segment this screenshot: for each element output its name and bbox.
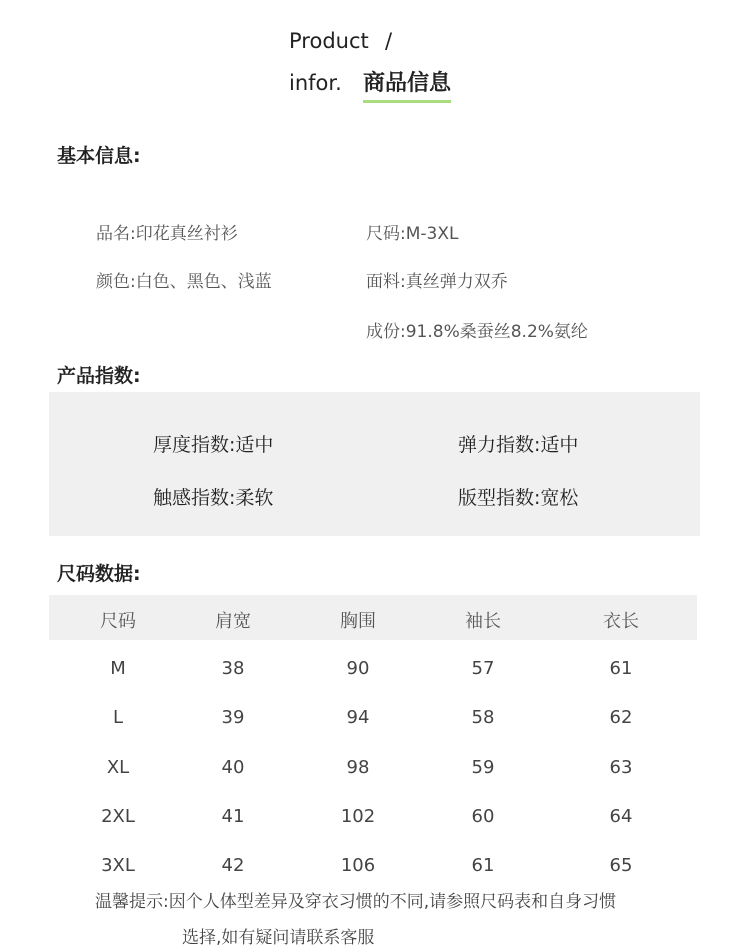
- table-cell-size: 2XL: [101, 806, 135, 827]
- table-cell-sleeve: 59: [471, 757, 495, 778]
- header-cell-shoulder: 肩宽: [215, 611, 251, 632]
- table-cell-chest: 98: [346, 757, 370, 778]
- touch-index: 触感指数:柔软: [153, 487, 274, 509]
- note-line1: 温馨提示:因个人体型差异及穿衣习惯的不同,请参照尺码表和自身习惯: [95, 892, 617, 912]
- table-cell-chest: 106: [340, 855, 376, 876]
- header-en-line2: infor.: [289, 71, 342, 95]
- header-cn-title: [363, 66, 451, 97]
- table-cell-sleeve: 57: [471, 658, 495, 679]
- table-cell-shoulder: 40: [221, 757, 245, 778]
- product-fabric: 面料:真丝弹力双乔: [366, 272, 508, 292]
- table-cell-size: XL: [106, 757, 130, 778]
- elasticity-index: 弹力指数:适中: [458, 434, 579, 456]
- table-cell-sleeve: 61: [471, 855, 495, 876]
- size-table-header: [49, 595, 697, 640]
- table-cell-size: M: [110, 658, 126, 679]
- table-cell-size: L: [112, 707, 124, 728]
- product-name: 品名:印花真丝衬衫: [96, 224, 238, 244]
- header-cell-sleeve: 袖长: [465, 611, 501, 632]
- basic-info-title: 基本信息:: [57, 145, 141, 167]
- table-cell-shoulder: 39: [221, 707, 245, 728]
- note-line2: 选择,如有疑问请联系客服: [182, 928, 375, 948]
- product-index-panel: [49, 392, 700, 536]
- product-size-range: 尺码:M-3XL: [366, 224, 459, 244]
- header-slash: /: [385, 29, 393, 53]
- table-cell-shoulder: 42: [221, 855, 245, 876]
- fit-index: 版型指数:宽松: [458, 487, 579, 509]
- table-cell-sleeve: 58: [471, 707, 495, 728]
- header-underline: [363, 100, 451, 103]
- product-colors: 颜色:白色、黑色、浅蓝: [96, 272, 272, 292]
- header-cell-size: 尺码: [100, 611, 136, 632]
- table-cell-length: 63: [609, 757, 633, 778]
- header-en-line1: Product: [289, 29, 369, 53]
- table-cell-length: 62: [609, 707, 633, 728]
- table-cell-shoulder: 41: [221, 806, 245, 827]
- table-cell-shoulder: 38: [221, 658, 245, 679]
- product-composition: 成份:91.8%桑蚕丝8.2%氨纶: [366, 322, 588, 342]
- header-cell-length: 衣长: [603, 611, 639, 632]
- table-cell-chest: 102: [340, 806, 376, 827]
- table-cell-chest: 90: [346, 658, 370, 679]
- thickness-index: 厚度指数:适中: [153, 434, 274, 456]
- header-cell-chest: 胸围: [340, 611, 376, 632]
- table-cell-sleeve: 60: [471, 806, 495, 827]
- table-cell-length: 64: [609, 806, 633, 827]
- table-cell-size: 3XL: [101, 855, 135, 876]
- header-cn-title-text: 商品信息: [363, 71, 452, 96]
- table-cell-length: 65: [609, 855, 633, 876]
- table-cell-chest: 94: [346, 707, 370, 728]
- table-cell-length: 61: [609, 658, 633, 679]
- size-data-title: 尺码数据:: [57, 563, 141, 585]
- product-index-title: 产品指数:: [57, 365, 141, 387]
